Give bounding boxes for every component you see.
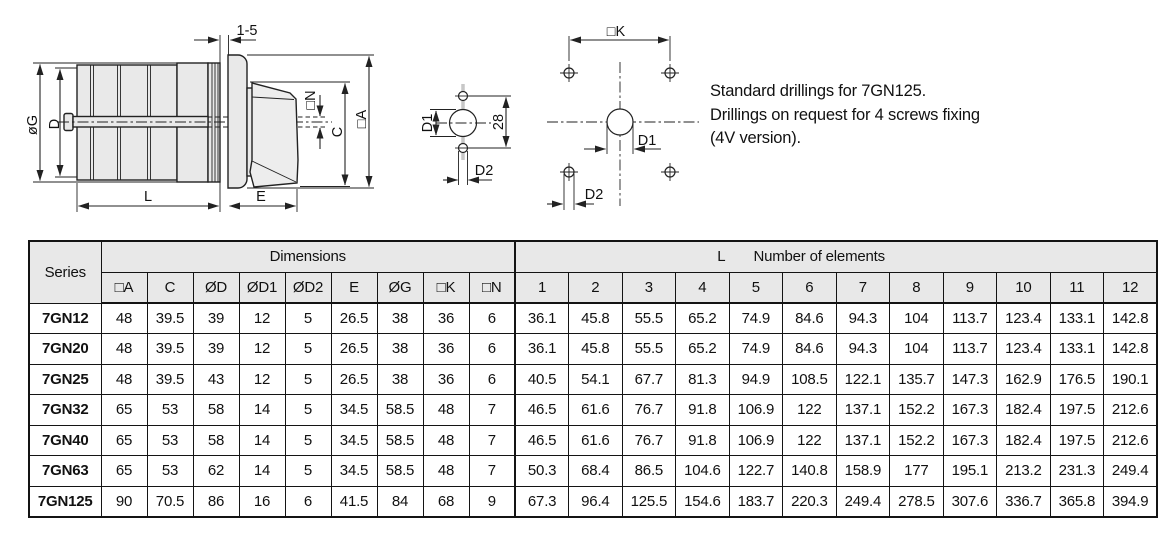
length-cell: 167.3 [943,425,997,456]
length-cell: 182.4 [997,425,1051,456]
dimension-cell: 5 [285,303,331,334]
length-cell: 140.8 [783,456,837,487]
dimension-cell: 36 [423,303,469,334]
table-row [29,425,1157,456]
dimension-cell: 36 [423,364,469,395]
length-cell: 46.5 [515,395,569,426]
dimension-cell: 9 [469,486,515,517]
col-header-od2: ØD2 [285,272,331,303]
length-cell: 94.9 [729,364,783,395]
dim-label-c: C [329,126,346,138]
dimension-cell: 34.5 [331,395,377,426]
dimension-cell: 12 [239,334,285,365]
dimension-cell: 5 [285,334,331,365]
dimension-cell: 16 [239,486,285,517]
group-header-row [29,241,1157,272]
length-cell: 137.1 [836,395,890,426]
dimension-cell: 26.5 [331,303,377,334]
col-header-a: □A [101,272,147,303]
length-cell: 142.8 [1104,303,1158,334]
col-header-9: 9 [943,272,997,303]
length-cell: 122 [783,395,837,426]
length-cell: 36.1 [515,334,569,365]
dimension-cell: 43 [193,364,239,395]
dimension-cell: 5 [285,456,331,487]
note-line: (4V version). [710,129,801,147]
note-line: Drillings on request for 4 screws fixing [710,105,980,124]
dimensions-group-header: Dimensions [101,241,515,272]
length-cell: 122.1 [836,364,890,395]
dimension-cell: 70.5 [147,486,193,517]
dimensions-table [28,240,1158,518]
length-cell: 278.5 [890,486,944,517]
length-cell: 177 [890,456,944,487]
series-cell: 7GN63 [29,456,101,487]
dimension-cell: 48 [423,425,469,456]
dimension-cell: 58.5 [377,395,423,426]
dimension-cell: 41.5 [331,486,377,517]
col-header-n: □N [469,272,515,303]
col-header-4: 4 [676,272,730,303]
col-header-6: 6 [783,272,837,303]
dimension-cell: 38 [377,303,423,334]
dim-label-e: E [256,189,266,205]
dimension-cell: 7 [469,456,515,487]
length-cell: 55.5 [622,303,676,334]
dim-label-d: D [46,118,63,130]
dimension-cell: 68 [423,486,469,517]
length-cell: 45.8 [569,303,623,334]
length-cell: 67.7 [622,364,676,395]
col-header-7: 7 [836,272,890,303]
length-cell: 336.7 [997,486,1051,517]
center-shaft-hole [607,109,633,135]
length-cell: 125.5 [622,486,676,517]
col-header-od1: ØD1 [239,272,285,303]
dim-label-panel: 1-5 [236,23,258,39]
length-cell: 84.6 [783,334,837,365]
length-cell: 94.3 [836,334,890,365]
length-cell: 137.1 [836,425,890,456]
length-cell: 108.5 [783,364,837,395]
dimension-cell: 14 [239,425,285,456]
length-cell: 152.2 [890,425,944,456]
length-cell: 183.7 [729,486,783,517]
col-header-8: 8 [890,272,944,303]
table-row [29,395,1157,426]
length-cell: 133.1 [1050,303,1104,334]
dim-label-d1-large: D1 [637,133,657,149]
length-cell: 113.7 [943,334,997,365]
length-cell: 182.4 [997,395,1051,426]
col-header-k: □K [423,272,469,303]
length-cell: 36.1 [515,303,569,334]
length-cell: 154.6 [676,486,730,517]
length-cell: 133.1 [1050,334,1104,365]
dimension-cell: 6 [285,486,331,517]
dimension-cell: 84 [377,486,423,517]
dimension-cell: 48 [423,395,469,426]
length-cell: 394.9 [1104,486,1158,517]
dimension-cell: 12 [239,364,285,395]
dimension-cell: 39.5 [147,364,193,395]
length-cell: 231.3 [1050,456,1104,487]
dim-label-d2-small: D2 [474,163,494,179]
dim-label-28: 28 [490,113,507,131]
length-cell: 197.5 [1050,395,1104,426]
dimension-cell: 53 [147,456,193,487]
dimension-cell: 39.5 [147,334,193,365]
dim-label-l: L [143,189,153,205]
length-cell: 54.1 [569,364,623,395]
table-row [29,456,1157,487]
series-column-header: Series [29,241,101,303]
series-cell: 7GN12 [29,303,101,334]
length-cell: 65.2 [676,303,730,334]
length-cell: 76.7 [622,395,676,426]
dimension-cell: 58 [193,425,239,456]
series-cell: 7GN32 [29,395,101,426]
length-cell: 162.9 [997,364,1051,395]
dimension-cell: 65 [101,395,147,426]
dimension-cell: 39 [193,303,239,334]
dimension-cell: 62 [193,456,239,487]
dimension-cell: 5 [285,395,331,426]
length-cell: 123.4 [997,303,1051,334]
dim-label-a: □A [353,109,370,129]
col-header-og: ØG [377,272,423,303]
drilling-pattern-small [420,84,511,185]
dimension-cell: 58 [193,395,239,426]
length-cell: 91.8 [676,425,730,456]
drilling-pattern-large [547,24,699,210]
length-cell: 84.6 [783,303,837,334]
length-cell: 113.7 [943,303,997,334]
col-header-12: 12 [1104,272,1158,303]
length-cell: 190.1 [1104,364,1158,395]
col-header-1: 1 [515,272,569,303]
length-cell: 152.2 [890,395,944,426]
dimension-cell: 14 [239,456,285,487]
elements-group-header [515,241,1157,272]
series-cell: 7GN20 [29,334,101,365]
length-cell: 142.8 [1104,334,1158,365]
length-cell: 106.9 [729,425,783,456]
length-cell: 74.9 [729,334,783,365]
length-cell: 212.6 [1104,395,1158,426]
dimension-cell: 6 [469,303,515,334]
dimension-cell: 7 [469,425,515,456]
table-row [29,364,1157,395]
dim-label-d1-small: D1 [419,113,436,133]
dimension-cell: 48 [101,303,147,334]
dim-label-n: □N [302,90,319,110]
series-cell: 7GN125 [29,486,101,517]
length-cell: 67.3 [515,486,569,517]
length-cell: 365.8 [1050,486,1104,517]
dimension-cell: 39.5 [147,303,193,334]
dimension-cell: 53 [147,395,193,426]
series-cell: 7GN40 [29,425,101,456]
length-cell: 147.3 [943,364,997,395]
series-cell: 7GN25 [29,364,101,395]
length-cell: 61.6 [569,395,623,426]
length-cell: 94.3 [836,303,890,334]
dimension-cell: 90 [101,486,147,517]
length-cell: 307.6 [943,486,997,517]
dimension-cell: 5 [285,364,331,395]
dimension-cell: 6 [469,364,515,395]
dimension-cell: 38 [377,334,423,365]
length-cell: 81.3 [676,364,730,395]
note-line: Standard drillings for 7GN125. [710,82,926,100]
drilling-note [710,80,1040,151]
length-cell: 104.6 [676,456,730,487]
length-cell: 249.4 [1104,456,1158,487]
length-cell: 61.6 [569,425,623,456]
dim-label-k: □K [606,24,626,40]
dimension-cell: 58.5 [377,456,423,487]
dimension-cell: 34.5 [331,456,377,487]
length-cell: 167.3 [943,395,997,426]
length-cell: 96.4 [569,486,623,517]
dimension-cell: 86 [193,486,239,517]
length-cell: 176.5 [1050,364,1104,395]
dimension-cell: 14 [239,395,285,426]
length-cell: 106.9 [729,395,783,426]
dimension-cell: 38 [377,364,423,395]
table-row [29,486,1157,517]
dimension-cell: 58.5 [377,425,423,456]
length-cell: 104 [890,334,944,365]
length-cell: 123.4 [997,334,1051,365]
elements-header-l: L [717,248,726,266]
dimension-cell: 65 [101,456,147,487]
dimension-cell: 48 [101,364,147,395]
length-cell: 55.5 [622,334,676,365]
length-cell: 76.7 [622,425,676,456]
dimension-cell: 36 [423,334,469,365]
dimension-cell: 26.5 [331,364,377,395]
length-cell: 50.3 [515,456,569,487]
length-cell: 122 [783,425,837,456]
length-cell: 46.5 [515,425,569,456]
length-cell: 91.8 [676,395,730,426]
length-cell: 220.3 [783,486,837,517]
dimension-cell: 6 [469,334,515,365]
dimension-cell: 7 [469,395,515,426]
elements-header-text: Number of elements [753,248,885,266]
dimension-cell: 5 [285,425,331,456]
length-cell: 65.2 [676,334,730,365]
length-cell: 197.5 [1050,425,1104,456]
dimension-cell: 12 [239,303,285,334]
front-flange [228,55,247,188]
col-header-10: 10 [997,272,1051,303]
side-view-drawing [25,23,374,212]
length-cell: 213.2 [997,456,1051,487]
length-cell: 195.1 [943,456,997,487]
dim-label-og: øG [24,114,41,136]
col-header-e: E [331,272,377,303]
length-cell: 135.7 [890,364,944,395]
length-cell: 249.4 [836,486,890,517]
table-row [29,303,1157,334]
dim-label-d2-large: D2 [584,187,604,203]
table-row [29,334,1157,365]
dimension-cell: 48 [423,456,469,487]
dimension-cell: 65 [101,425,147,456]
length-cell: 104 [890,303,944,334]
length-cell: 86.5 [622,456,676,487]
col-header-c: C [147,272,193,303]
dimension-cell: 26.5 [331,334,377,365]
dimension-cell: 34.5 [331,425,377,456]
column-header-row [29,272,1157,303]
dimension-cell: 53 [147,425,193,456]
length-cell: 45.8 [569,334,623,365]
col-header-2: 2 [569,272,623,303]
length-cell: 212.6 [1104,425,1158,456]
length-cell: 40.5 [515,364,569,395]
col-header-od: ØD [193,272,239,303]
dimension-cell: 48 [101,334,147,365]
col-header-3: 3 [622,272,676,303]
col-header-5: 5 [729,272,783,303]
col-header-11: 11 [1050,272,1104,303]
dimension-cell: 39 [193,334,239,365]
length-cell: 74.9 [729,303,783,334]
length-cell: 68.4 [569,456,623,487]
length-cell: 122.7 [729,456,783,487]
length-cell: 158.9 [836,456,890,487]
